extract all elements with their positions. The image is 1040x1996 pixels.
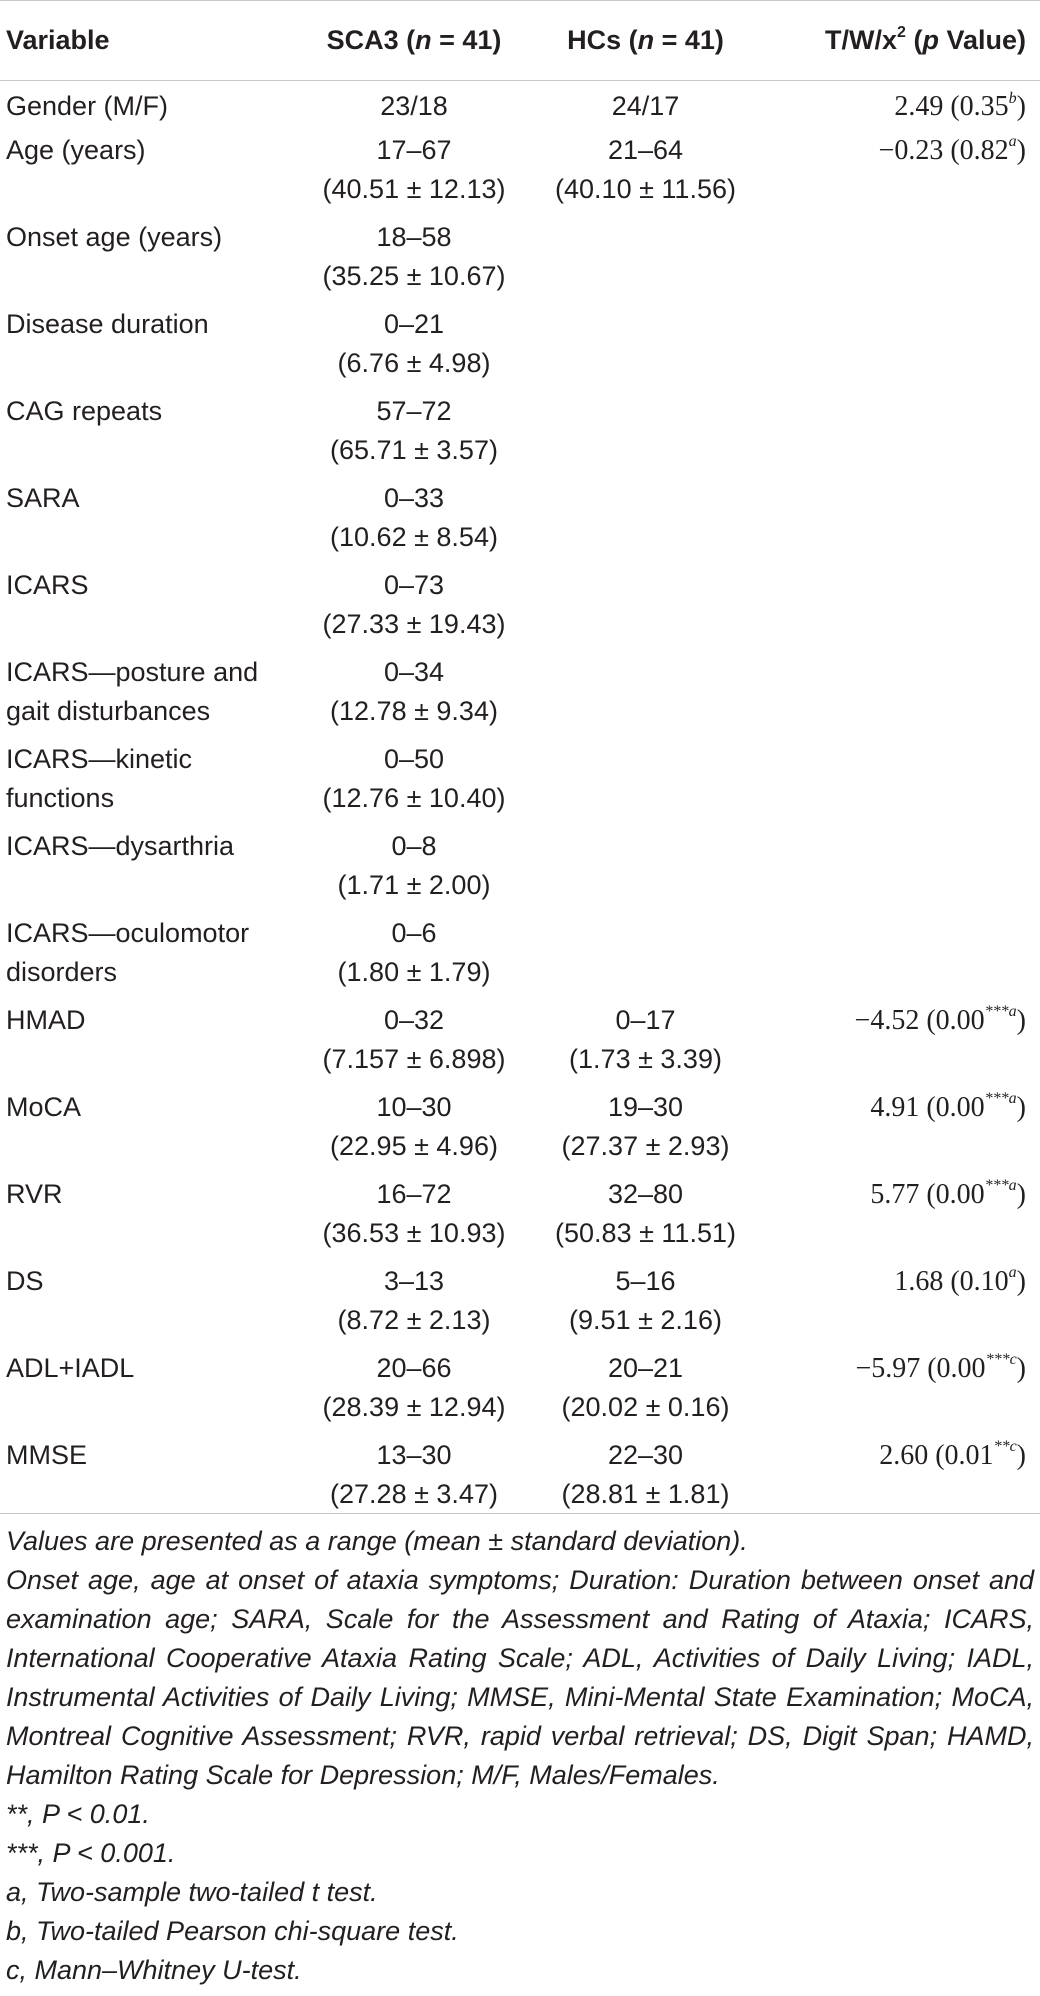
- table-row: [0, 305, 1040, 392]
- hcs-mean-sd: (1.73 ± 3.39): [569, 1043, 722, 1074]
- cell-sca3: [300, 305, 528, 392]
- table-row: [0, 1349, 1040, 1436]
- sca3-range: 0–50: [383, 743, 445, 774]
- header-statistic: [763, 1, 1040, 81]
- table-row: [0, 1001, 1040, 1088]
- cell-sca3: [300, 914, 528, 1001]
- header-stat-label: T/W/x: [825, 25, 898, 55]
- cell-statistic: [763, 740, 1040, 827]
- stat-superscript: ***a: [984, 1090, 1017, 1108]
- stat-close: ): [1016, 91, 1026, 122]
- variable-line-1: ICARS—dysarthria: [6, 830, 235, 861]
- cell-hcs: [528, 827, 763, 914]
- stat-value: 2.49 (0.35: [894, 91, 1009, 122]
- note-a: a, Two-sample two-tailed t test.: [6, 1877, 378, 1907]
- cell-sca3: [300, 1001, 528, 1088]
- sca3-range: 57–72: [376, 395, 452, 426]
- table-header-row: [0, 1, 1040, 81]
- hcs-mean-sd: (9.51 ± 2.16): [569, 1304, 722, 1335]
- header-variable: Variable: [0, 1, 300, 81]
- sca3-mean-sd: (12.78 ± 9.34): [330, 695, 498, 726]
- table-row: [0, 740, 1040, 827]
- stat-value: −4.52 (0.00: [854, 1004, 985, 1036]
- cell-variable: [0, 1175, 300, 1262]
- sca3-range: 16–72: [376, 1178, 452, 1209]
- cell-statistic: [763, 81, 1040, 131]
- cell-variable: [0, 392, 300, 479]
- cell-hcs: [528, 914, 763, 1001]
- hcs-range: 32–80: [607, 1178, 684, 1209]
- table-row: [0, 566, 1040, 653]
- stat-close: ): [1016, 1091, 1026, 1123]
- header-hcs-label: HCs (: [567, 25, 638, 55]
- stat-close: ): [1016, 134, 1026, 166]
- variable-line-2: functions: [6, 782, 115, 813]
- sca3-mean-sd: (1.71 ± 2.00): [337, 869, 491, 900]
- sca3-range: 0–21: [383, 308, 445, 339]
- header-sca3-count: = 41): [431, 25, 502, 55]
- sca3-range: 13–30: [376, 1439, 452, 1470]
- stat-superscript: ***a: [984, 1003, 1017, 1021]
- cell-sca3: [300, 1088, 528, 1175]
- cell-variable: [0, 827, 300, 914]
- cell-variable: [0, 81, 300, 131]
- cell-hcs: [528, 740, 763, 827]
- cell-variable: [0, 1001, 300, 1088]
- cell-hcs: [528, 566, 763, 653]
- cell-variable: [0, 566, 300, 653]
- cell-sca3: [300, 827, 528, 914]
- table-row: [0, 218, 1040, 305]
- note-c: c, Mann–Whitney U-test.: [6, 1955, 302, 1985]
- variable-line-1: ICARS—kinetic: [6, 743, 193, 774]
- header-stat-mid: (: [905, 25, 923, 55]
- cell-statistic: [763, 1349, 1040, 1436]
- cell-variable: [0, 131, 300, 218]
- sca3-range: 3–13: [383, 1265, 445, 1296]
- sca3-mean-sd: (27.28 ± 3.47): [330, 1478, 498, 1509]
- sca3-mean-sd: (22.95 ± 4.96): [330, 1130, 498, 1161]
- variable-line-1: CAG repeats: [6, 395, 163, 426]
- sca3-mean-sd: (27.33 ± 19.43): [322, 608, 506, 639]
- variable-line-1: Age (years): [6, 134, 146, 165]
- stat-close: ): [1016, 1265, 1026, 1297]
- note-values: Values are presented as a range (mean ± standard deviation).: [6, 1526, 748, 1556]
- header-stat-tail: Value): [938, 25, 1026, 55]
- cell-sca3: [300, 392, 528, 479]
- cell-hcs: [528, 653, 763, 740]
- sca3-range: 0–34: [383, 656, 445, 687]
- sca3-mean-sd: (28.39 ± 12.94): [322, 1391, 506, 1422]
- header-hcs-n: n: [637, 25, 655, 55]
- cell-hcs: [528, 1175, 763, 1262]
- hcs-range: 20–21: [607, 1352, 684, 1383]
- cell-sca3: [300, 1349, 528, 1436]
- sca3-mean-sd: (7.157 ± 6.898): [322, 1043, 506, 1074]
- hcs-mean-sd: (28.81 ± 1.81): [561, 1478, 730, 1509]
- table-row: [0, 827, 1040, 914]
- cell-statistic: [763, 392, 1040, 479]
- table-row: [0, 81, 1040, 131]
- sca3-mean-sd: (6.76 ± 4.98): [337, 347, 491, 378]
- cell-variable: [0, 305, 300, 392]
- stat-value: 2.60 (0.01: [879, 1439, 994, 1471]
- stat-close: ): [1016, 1178, 1026, 1210]
- header-hcs: [528, 1, 763, 81]
- hcs-mean-sd: (40.10 ± 11.56): [555, 173, 736, 204]
- table-row: [0, 1262, 1040, 1349]
- variable-line-1: MoCA: [6, 1091, 82, 1122]
- header-sca3: [300, 1, 528, 81]
- note-p001: ***, P < 0.001.: [6, 1838, 176, 1868]
- cell-statistic: [763, 653, 1040, 740]
- cell-hcs: [528, 81, 763, 131]
- sca3-range: 0–6: [391, 917, 437, 948]
- cell-statistic: [763, 131, 1040, 218]
- cell-hcs: [528, 218, 763, 305]
- header-stat-sup: 2: [897, 24, 906, 41]
- cell-statistic: [763, 914, 1040, 1001]
- sca3-mean-sd: (65.71 ± 3.57): [330, 434, 498, 465]
- header-sca3-n: n: [415, 25, 432, 55]
- variable-line-2: disorders: [6, 956, 118, 987]
- stat-superscript: ***c: [985, 1351, 1017, 1369]
- table-row: [0, 1175, 1040, 1262]
- variable-line-1: RVR: [6, 1178, 63, 1209]
- variable-line-1: ADL+IADL: [6, 1352, 135, 1383]
- table-footnotes: [0, 1513, 1040, 1990]
- cell-sca3: [300, 218, 528, 305]
- variable-line-1: DS: [6, 1265, 44, 1296]
- stat-superscript: a: [1008, 1264, 1017, 1282]
- note-abbreviations: Onset age, age at onset of ataxia symptoms; Duration: Duration between onset and examination age; SARA, Scale for the Assessment and Rating of Ataxia; ICARS, International Cooperative Ataxia Rating Scale; ADL, Activities of Daily Living; IADL, Instrumental Activities of Daily Living; MMSE, Mini-Mental State Examination; MoCA, Montreal Cognitive Assessment; RVR, rapid verbal retrieval; DS, Digit Span; HAMD, Hamilton Rating Scale for Depression; M/F, Males/Females.: [6, 1565, 1034, 1790]
- cell-hcs: [528, 131, 763, 218]
- sca3-mean-sd: (36.53 ± 10.93): [322, 1217, 506, 1248]
- variable-line-1: Onset age (years): [6, 221, 223, 252]
- variable-line-1: HMAD: [6, 1004, 86, 1035]
- cell-variable: [0, 218, 300, 305]
- sca3-range: 10–30: [376, 1091, 452, 1122]
- sca3-mean-sd: (10.62 ± 8.54): [330, 521, 498, 552]
- cell-sca3: [300, 740, 528, 827]
- sca3-range: 17–67: [376, 134, 452, 165]
- header-hcs-count: = 41): [654, 25, 724, 55]
- variable-line-1: ICARS: [6, 569, 89, 600]
- stat-value: −5.97 (0.00: [855, 1352, 986, 1384]
- sca3-range: 0–33: [383, 482, 445, 513]
- hcs-mean-sd: (20.02 ± 0.16): [561, 1391, 730, 1422]
- cell-sca3: [300, 566, 528, 653]
- cell-variable: [0, 1262, 300, 1349]
- variable-line-2: gait disturbances: [6, 695, 211, 726]
- stat-value: −0.23 (0.82: [878, 134, 1009, 166]
- cell-hcs: [528, 1088, 763, 1175]
- stat-value: 1.68 (0.10: [894, 1265, 1009, 1297]
- cell-sca3: [300, 1262, 528, 1349]
- cell-variable: [0, 1088, 300, 1175]
- cell-sca3: [300, 131, 528, 218]
- cell-statistic: [763, 1088, 1040, 1175]
- hcs-range: 5–16: [615, 1265, 676, 1296]
- variable-line-1: SARA: [6, 482, 80, 513]
- cell-hcs: [528, 1262, 763, 1349]
- stat-value: 4.91 (0.00: [870, 1091, 985, 1123]
- cell-statistic: [763, 827, 1040, 914]
- variable-line-1: ICARS—oculomotor: [6, 917, 250, 948]
- cell-variable: [0, 914, 300, 1001]
- hcs-mean-sd: (27.37 ± 2.93): [561, 1130, 730, 1161]
- cell-hcs: [528, 1349, 763, 1436]
- cell-sca3: [300, 479, 528, 566]
- stat-close: ): [1016, 1439, 1026, 1471]
- sca3-mean-sd: (12.76 ± 10.40): [322, 782, 506, 813]
- cell-variable: [0, 740, 300, 827]
- cell-sca3: [300, 81, 528, 131]
- sca3-mean-sd: (1.80 ± 1.79): [337, 956, 491, 987]
- hcs-range: 21–64: [607, 134, 684, 165]
- sca3-range: 0–73: [383, 569, 445, 600]
- sca3-range: 23/18: [380, 91, 448, 121]
- note-p01: **, P < 0.01.: [6, 1799, 150, 1829]
- stat-superscript: ***a: [984, 1177, 1017, 1195]
- table-row: [0, 914, 1040, 1001]
- table-body: [0, 81, 1040, 1530]
- cell-variable: [0, 1349, 300, 1436]
- sca3-mean-sd: (35.25 ± 10.67): [322, 260, 506, 291]
- sca3-range: 20–66: [376, 1352, 452, 1383]
- cell-statistic: [763, 305, 1040, 392]
- sca3-range: 18–58: [376, 221, 452, 252]
- stat-value: 5.77 (0.00: [870, 1178, 985, 1210]
- note-b: b, Two-tailed Pearson chi-square test.: [6, 1916, 459, 1946]
- cell-sca3: [300, 1175, 528, 1262]
- cell-statistic: [763, 479, 1040, 566]
- cell-statistic: [763, 218, 1040, 305]
- cell-hcs: [528, 479, 763, 566]
- cell-variable: [0, 653, 300, 740]
- cell-hcs: [528, 305, 763, 392]
- sca3-range: 0–32: [383, 1004, 445, 1035]
- cell-hcs: [528, 392, 763, 479]
- variable-line-1: ICARS—posture and: [6, 656, 259, 687]
- variable-line-1: MMSE: [6, 1439, 87, 1470]
- table-row: [0, 653, 1040, 740]
- stat-superscript: b: [1008, 89, 1017, 107]
- table-row: [0, 131, 1040, 218]
- sca3-range: 0–8: [391, 830, 437, 861]
- cell-statistic: [763, 1001, 1040, 1088]
- table-row: [0, 392, 1040, 479]
- header-sca3-label: SCA3 (: [326, 25, 416, 55]
- header-stat-p: p: [922, 25, 939, 55]
- table-row: [0, 1088, 1040, 1175]
- hcs-mean-sd: (50.83 ± 11.51): [555, 1217, 736, 1248]
- stat-close: ): [1016, 1004, 1026, 1036]
- cell-sca3: [300, 653, 528, 740]
- hcs-range: 24/17: [611, 91, 680, 121]
- cell-statistic: [763, 566, 1040, 653]
- hcs-range: 19–30: [607, 1091, 684, 1122]
- stat-superscript: **c: [993, 1438, 1017, 1456]
- hcs-range: 22–30: [607, 1439, 684, 1470]
- variable-line-1: Gender (M/F): [6, 91, 169, 121]
- cell-hcs: [528, 1001, 763, 1088]
- sca3-mean-sd: (40.51 ± 12.13): [322, 173, 506, 204]
- stat-close: ): [1016, 1352, 1026, 1384]
- table-row: [0, 479, 1040, 566]
- sca3-mean-sd: (8.72 ± 2.13): [337, 1304, 491, 1335]
- stat-superscript: a: [1008, 133, 1017, 151]
- hcs-range: 0–17: [615, 1004, 676, 1035]
- cell-variable: [0, 479, 300, 566]
- cell-statistic: [763, 1262, 1040, 1349]
- variable-line-1: Disease duration: [6, 308, 209, 339]
- cell-statistic: [763, 1175, 1040, 1262]
